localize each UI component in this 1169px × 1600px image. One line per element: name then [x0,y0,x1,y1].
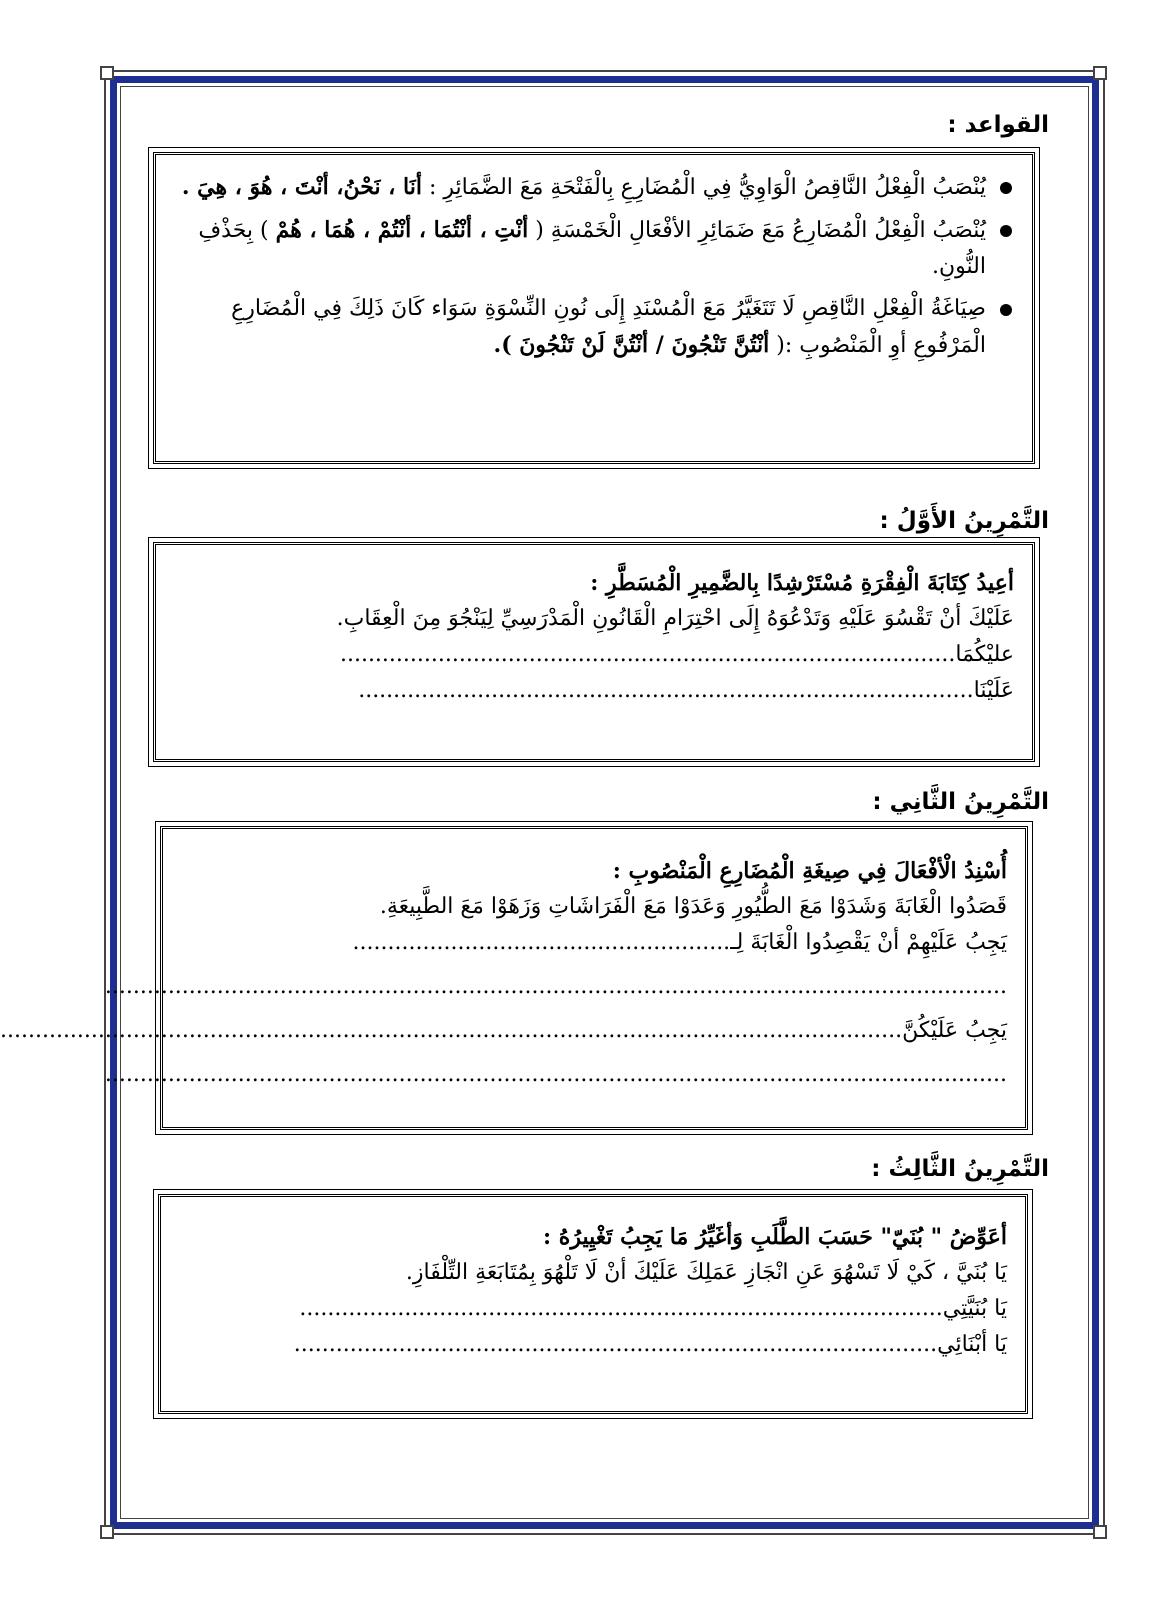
corner-ornament [100,66,114,80]
exercise2-box [0,826,1028,1130]
rule-item: يُنْصَبُ الْفِعْلُ الْمُضَارِعُ مَعَ ضَمَائِرِ الأفْعَالِ الْخَمْسَةِ ( أنْتِ ، أنْتُمَا ، أنْتُمْ ، هُمَا ، هُمْ ) بِحَذْفِ النُّونِ. [170,212,1014,285]
corner-ornament [1093,66,1107,80]
answer-line[interactable]: ................................................................................................................................. [104,1062,1007,1087]
exercise2-instruction: أُسْنِدُ الْأفْعَالَ فِي صِيغَةِ الْمُضَارِعِ الْمَنْصُوبِ : [612,858,1007,884]
exercise1-sentence: عَلَيْكَ أنْ تَقْسُوَ عَلَيْهِ وَتَدْعُوَهُ إِلَى احْتِرَامِ الْقَانُونِ الْمَدْرَسِيِّ لِيَنْجُوَ مِنَ الْعِقَابِ. [336,606,1014,631]
answer-line[interactable]: يَجِبُ عَلَيْكُنَّ................................................................................................................................. [0,1018,1007,1043]
answer-line[interactable]: يَا أبْنَائِي............................................................................................ [293,1332,1007,1357]
answer-line[interactable]: يَا بُنَيَّتِي............................................................................................ [299,1296,1007,1321]
answer-line[interactable]: عَلَيْنَا........................................................................................ [358,678,1014,703]
rule-item: صِيَاغَةُ الْفِعْلِ النَّاقِصِ لَا تَتَغَيَّرُ مَعَ الْمُسْنَدِ إِلَى نُونِ النِّسْوَةِ سَوَاء كَانَ ذَلِكَ فِي الْمُضَارِعِ الْمَرْفُوعِ أوِ الْمَنْصُوبِ :( أنْتُنَّ تَنْجُونَ / أنْتُنَّ لَنْ تَنْجُونَ ). [170,291,1014,364]
corner-ornament [1093,1525,1107,1539]
exercise1-box [153,542,1035,762]
rule-item: يُنْصَبُ الْفِعْلُ النَّاقِصُ الْوَاوِيُّ فِي الْمُضَارِعِ بِالْفَتْحَةِ مَعَ الضَّمَائِرِ : أنَا ، نَحْنُ، أنْتَ ، هُوَ ، هِيَ . [170,169,1014,206]
exercise1-heading: التَّمْرِينُ الأَوَّلُ : [879,508,1049,534]
grammar-heading: القواعد : [947,112,1049,138]
answer-line[interactable]: عليْكُمَا........................................................................................ [339,642,1014,667]
bullet-icon [1000,182,1012,194]
answer-line[interactable]: ................................................................................................................................. [104,974,1007,999]
exercise3-instruction: أعَوِّضُ " بُنَيّ" حَسَبَ الطَّلَبِ وَأغَيِّرُ مَا يَجِبُ تَغْيِيرُهُ : [543,1224,1007,1250]
exercise1-instruction: أعِيدُ كِتَابَةَ الْفِقْرَةِ مُسْتَرْشِدًا بِالضَّمِيرِ الْمُسَطَّرِ : [590,570,1014,596]
answer-line[interactable]: يَجِبُ عَلَيْهِمْ أنْ يَقْصِدُوا الْغَابَةَ لِـ...................................................... [352,930,1007,955]
corner-ornament [100,1525,114,1539]
exercise3-heading: التَّمْرِينُ الثَّالِثُ : [871,1156,1049,1182]
exercise2-sentence: قَصَدُوا الْغَابَةَ وَشَدَوْا مَعَ الطُّيُورِ وَعَدَوْا مَعَ الْفَرَاشَاتِ وَزَهَوْا مَعَ الطَّبِيعَةِ. [379,894,1007,919]
bullet-icon [1000,225,1012,237]
exercise3-box [158,1194,1028,1414]
exercise3-sentence: يَا بُنَيَّ ، كَيْ لَا تَسْهُوَ عَنِ انْجَازِ عَمَلِكَ عَلَيْكَ أنْ لَا تَلْهُوَ بِمُتَابَعَةِ التِّلْفَازِ. [405,1260,1007,1285]
exercise2-heading: التَّمْرِينُ الثَّانِي : [872,789,1049,815]
grammar-box [153,152,1035,464]
bullet-icon [1000,304,1012,316]
